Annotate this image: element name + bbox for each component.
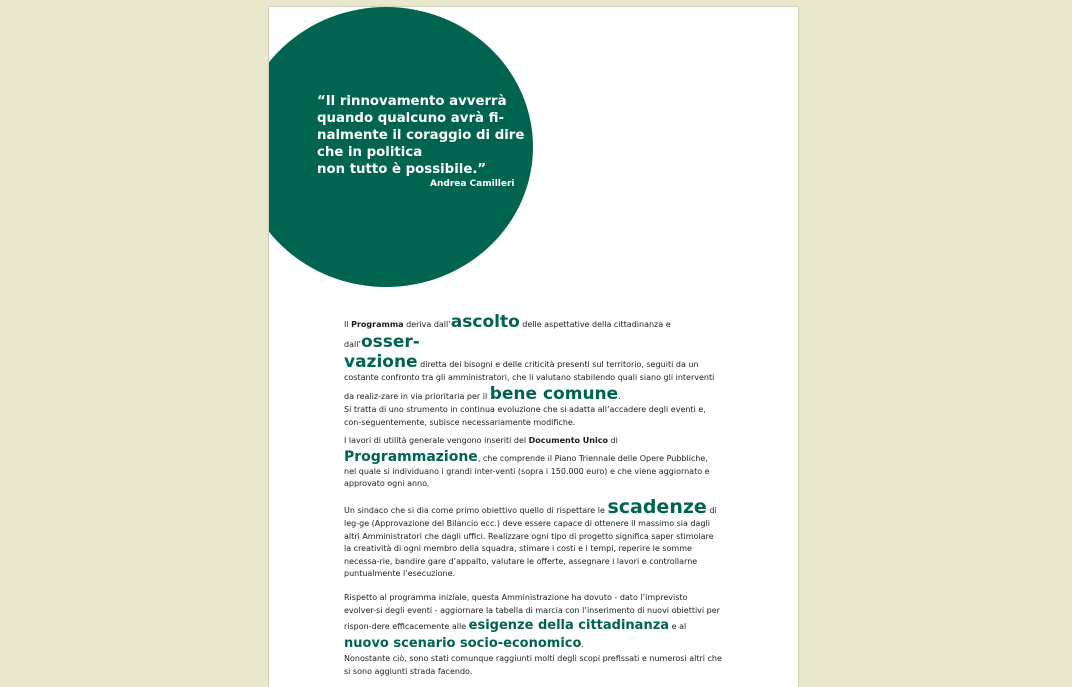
- keyword-esigenze-cittadinanza: esigenze della cittadinanza: [468, 618, 670, 634]
- keyword-ascolto: ascolto: [450, 312, 520, 332]
- keyword-programmazione: Programmazione: [344, 448, 478, 465]
- text-run: .: [618, 392, 621, 402]
- text-run: I lavori di utilità generale vengono inseriti del: [344, 436, 529, 446]
- text-run: , che comprende il Piano Triennale delle Opere Pubbliche, nel quale si individuano i grandi inter-venti (sopra i 150.000 euro) e che viene aggiornato e approvato ogni anno.: [344, 453, 710, 489]
- text-run: Il: [344, 320, 352, 329]
- quote-line: “Il rinnovamento avverrà: [317, 94, 507, 109]
- text-run: di: [607, 436, 618, 446]
- text-run: deriva dall’: [403, 320, 451, 329]
- text-run: .: [581, 640, 584, 650]
- quote-line: quando qualcuno avrà fi-: [317, 111, 504, 126]
- text-run: e al: [669, 622, 687, 632]
- quote-line: non tutto è possibile.”: [317, 162, 487, 177]
- text-run: diretta dei bisogni e delle criticità presenti sul territorio, seguiti da un costante confronto tra gli amministratori, che li valutano stabilendo quali siano gli interventi da realiz-zare in via prioritaria per il: [344, 360, 715, 402]
- text-run: Un sindaco che si dia come primo obiettivo quello di rispettare le: [344, 506, 608, 516]
- paragraph-programma: [344, 312, 722, 404]
- text-run: di leg-ge (Approvazione del Bilancio ecc.) deve essere capace di ottenere il massimo sia dagli altri Amministratori che dagli uffici. Realizzare ogni tipo di progetto significa saper stimolare la creatività di ogni membro della squadra, stimare i costi e i tempi, reperire le somme necessa-rie, bandire gare d’appalto, valutare le offerte, assegnare i lavori e controllarne puntualmente l’esecuzione.: [344, 506, 717, 579]
- keyword-osservazione-part1: osser-: [360, 332, 420, 352]
- quote-line: che in politica: [317, 145, 423, 160]
- keyword-bene-comune: bene comune: [489, 384, 619, 405]
- paragraph-rispetto: [344, 592, 722, 653]
- keyword-nuovo-scenario: nuovo scenario socio-economico: [344, 636, 582, 652]
- quote-line: nalmente il coraggio di dire: [317, 128, 525, 143]
- text-run: Rispetto al programma iniziale, questa Amministrazione ha dovuto - dato l’imprevisto evolver-si degli eventi - aggiornare la tabella di marcia con l’inserimento di nuovi obiettivi per rispon-dere efficacemente alle: [344, 593, 720, 632]
- keyword-scadenze: scadenze: [607, 496, 707, 519]
- text-run-bold: Programma: [351, 320, 404, 329]
- text-run-bold: Documento Unico: [528, 436, 608, 446]
- paragraph-strumento: Si tratta di uno strumento in continua evoluzione che si adatta all’accadere degli eventi e, con-seguentemente, subisce necessariamente modifiche.: [344, 405, 706, 427]
- quote-author: Andrea Camilleri: [430, 179, 515, 189]
- document-page: [269, 7, 798, 687]
- text-run: delle aspettative della cittadinanza e dall’: [344, 320, 671, 349]
- body-text: [344, 312, 722, 678]
- paragraph-nonostante: Nonostante ciò, sono stati comunque raggiunti molti degli scopi prefissati e numerosi altri che si sono aggiunti strada facendo.: [344, 654, 722, 676]
- quote-text: [317, 93, 525, 178]
- keyword-osservazione-part2: vazione: [344, 352, 418, 372]
- paragraph-documento-unico: [344, 435, 722, 490]
- paragraph-scadenze: [344, 496, 722, 580]
